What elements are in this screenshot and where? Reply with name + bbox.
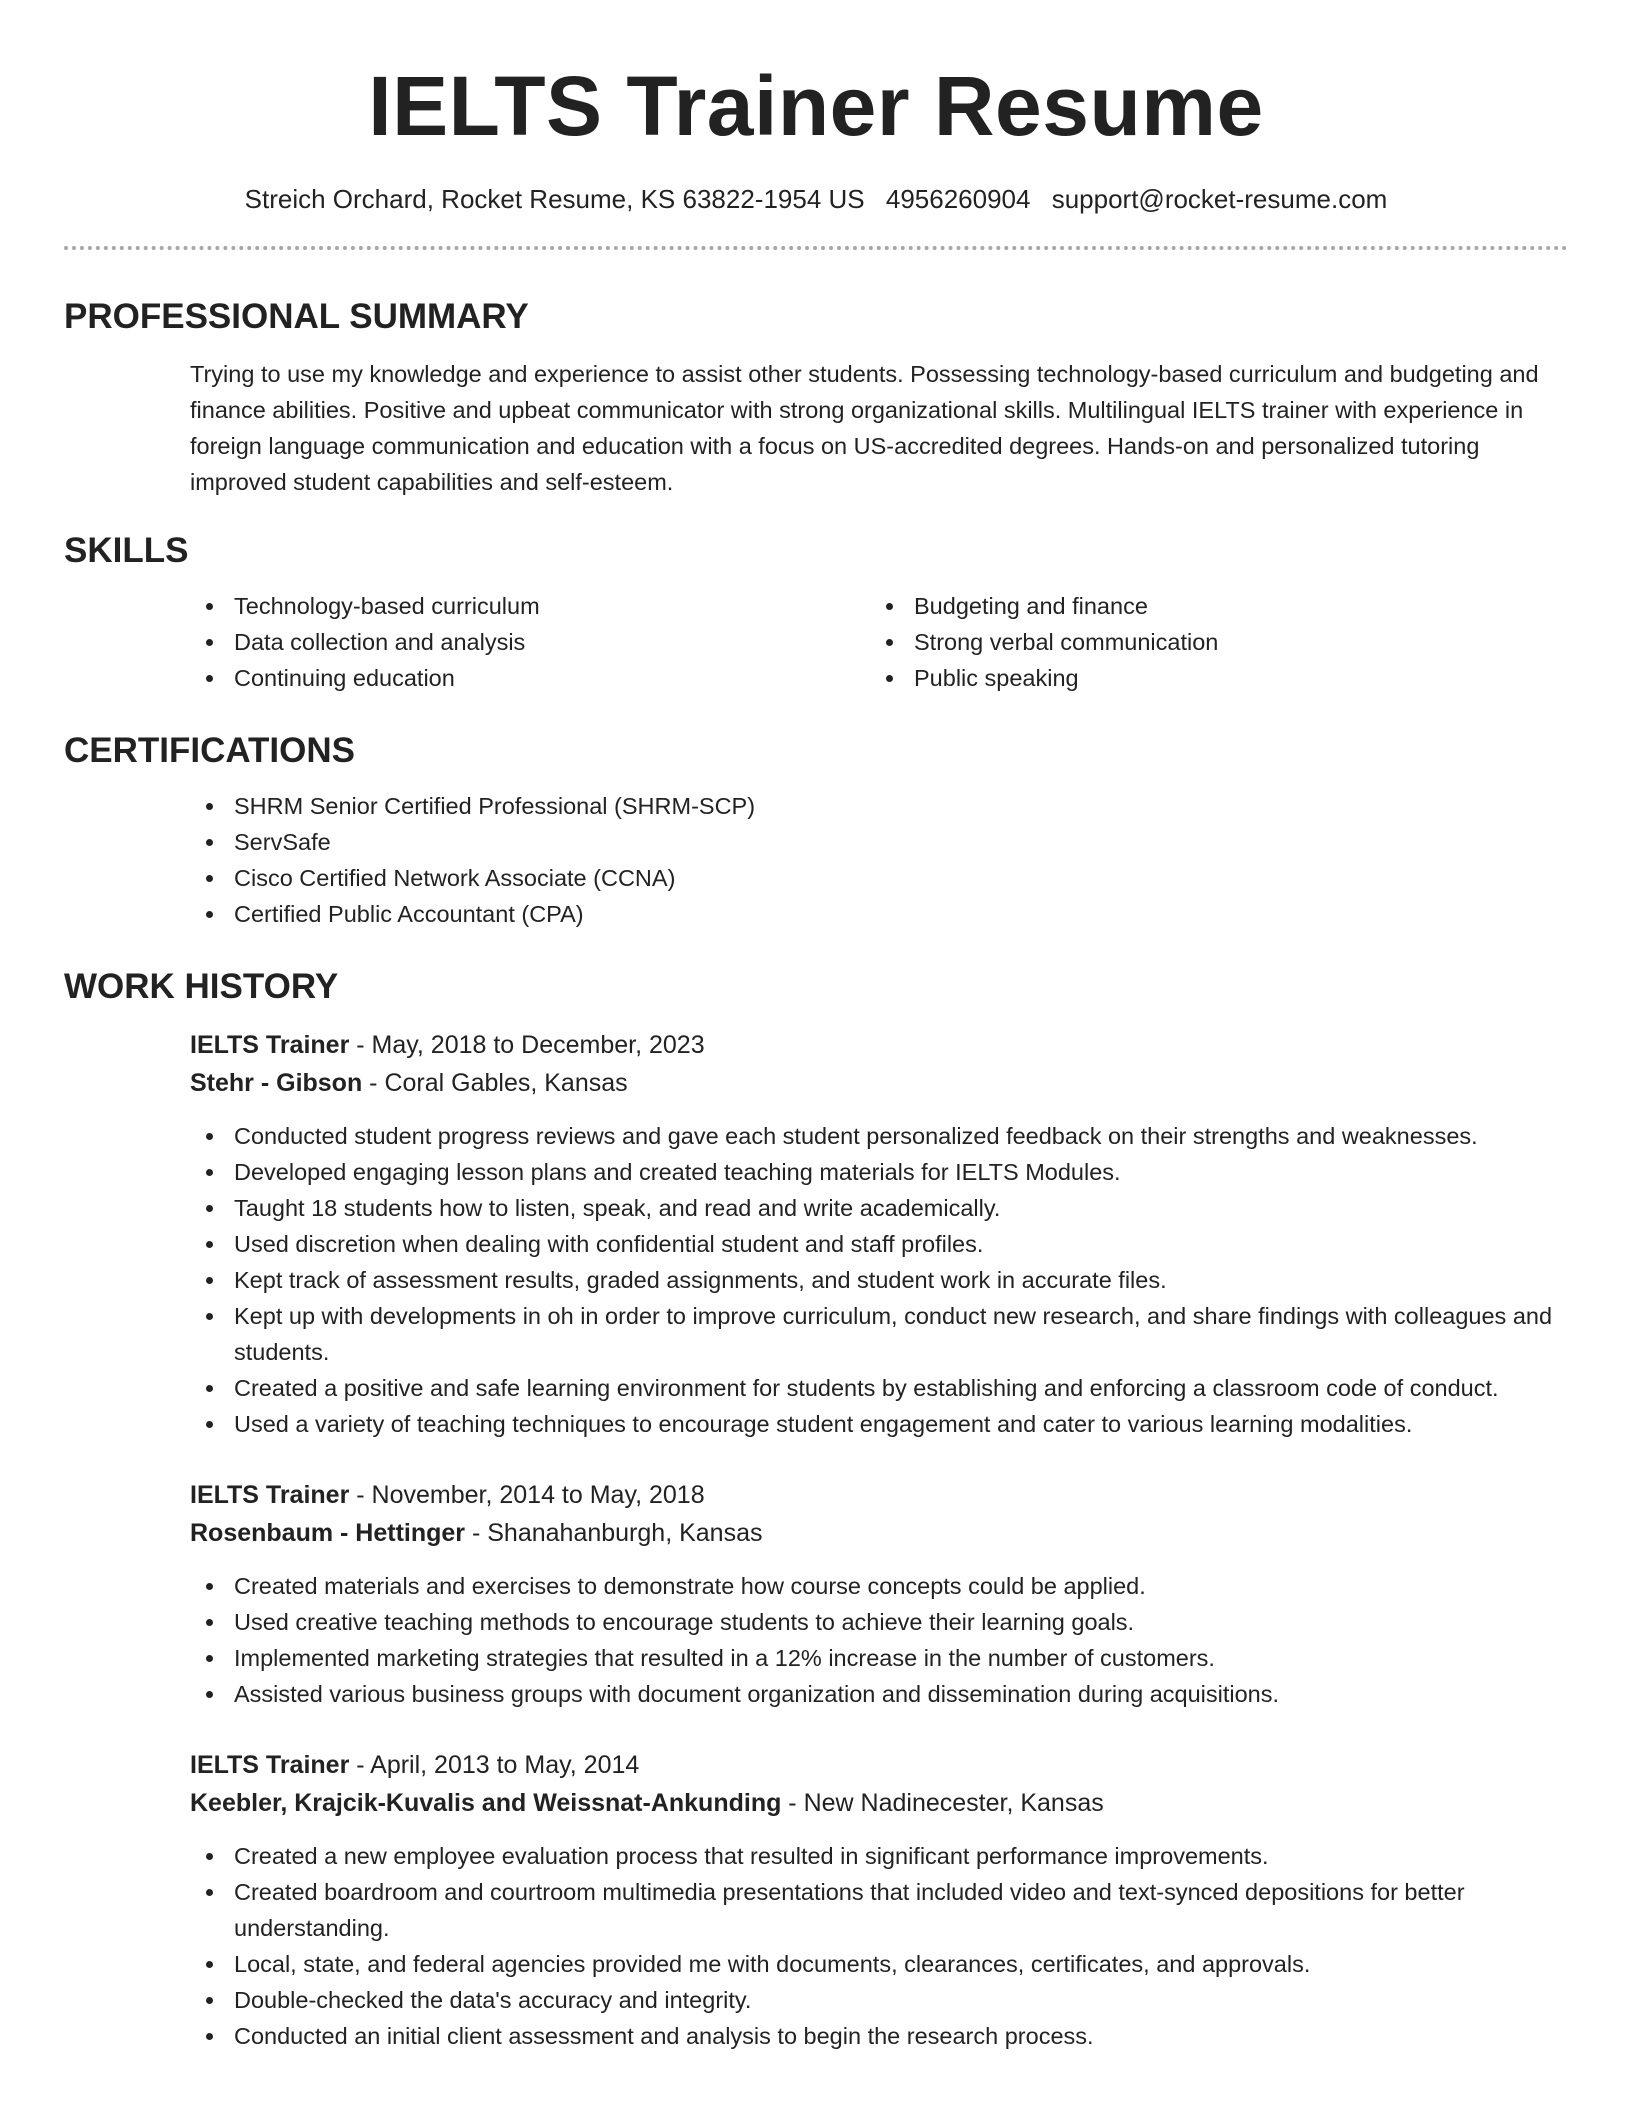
skill-item: Public speaking (870, 660, 1550, 696)
contact-email: support@rocket-resume.com (1051, 184, 1388, 214)
job-company: Rosenbaum - Hettinger (190, 1519, 466, 1547)
job-location: - Shanahanburgh, Kansas (465, 1519, 763, 1547)
certification-item: ServSafe (190, 824, 1568, 860)
job-title-line (190, 1476, 1568, 1514)
contact-address: Streich Orchard, Rocket Resume, KS 63822-1954 US (244, 184, 865, 214)
summary-section (64, 296, 1568, 500)
contact-phone: 4956260904 (885, 184, 1031, 214)
job-bullet: Local, state, and federal agencies provided me with documents, clearances, certificates, and approvals. (190, 1946, 1568, 1982)
job-bullet: Taught 18 students how to listen, speak, and read and write academically. (190, 1190, 1568, 1226)
job-entry (190, 1746, 1568, 2054)
job-entry (190, 1026, 1568, 1442)
skills-grid (190, 588, 1568, 696)
header-divider (64, 246, 1568, 250)
certifications-section (64, 730, 1568, 932)
resume-title: IELTS Trainer Resume (368, 59, 1264, 153)
skills-right-list (870, 588, 1550, 696)
certification-item: Certified Public Accountant (CPA) (190, 896, 1568, 932)
job-location: - New Nadinecester, Kansas (781, 1789, 1104, 1817)
job-bullet: Used creative teaching methods to encourage students to achieve their learning goals. (190, 1604, 1568, 1640)
job-company-line (190, 1064, 1568, 1102)
skill-item: Strong verbal communication (870, 624, 1550, 660)
summary-heading: PROFESSIONAL SUMMARY (64, 297, 529, 336)
certification-item: Cisco Certified Network Associate (CCNA) (190, 860, 1568, 896)
job-bullet: Created materials and exercises to demonstrate how course concepts could be applied. (190, 1568, 1568, 1604)
job-bullet: Implemented marketing strategies that resulted in a 12% increase in the number of customers. (190, 1640, 1568, 1676)
skill-item: Technology-based curriculum (190, 588, 870, 624)
job-title: IELTS Trainer (190, 1751, 350, 1779)
job-bullet: Kept track of assessment results, graded assignments, and student work in accurate files. (190, 1262, 1568, 1298)
job-bullet: Kept up with developments in oh in order to improve curriculum, conduct new research, and share findings with colleagues and students. (190, 1298, 1568, 1370)
job-bullet: Conducted student progress reviews and gave each student personalized feedback on their strengths and weaknesses. (190, 1118, 1568, 1154)
job-title-line (190, 1026, 1568, 1064)
job-dates: - May, 2018 to December, 2023 (349, 1031, 705, 1059)
job-dates: - April, 2013 to May, 2014 (349, 1751, 640, 1779)
job-bullet: Double-checked the data's accuracy and integrity. (190, 1982, 1568, 2018)
job-bullet: Conducted an initial client assessment and analysis to begin the research process. (190, 2018, 1568, 2054)
certification-item: SHRM Senior Certified Professional (SHRM-SCP) (190, 788, 1568, 824)
job-bullet: Developed engaging lesson plans and created teaching materials for IELTS Modules. (190, 1154, 1568, 1190)
job-bullets (190, 1838, 1568, 2054)
certifications-heading: CERTIFICATIONS (64, 731, 356, 770)
job-bullet: Created a positive and safe learning environment for students by establishing and enforcing a classroom code of conduct. (190, 1370, 1568, 1406)
skills-section (64, 530, 1568, 696)
work-history-section (64, 966, 1568, 2054)
skills-heading: SKILLS (64, 531, 189, 570)
skill-item: Budgeting and finance (870, 588, 1550, 624)
skill-item: Data collection and analysis (190, 624, 870, 660)
job-bullet: Assisted various business groups with document organization and dissemination during acquisitions. (190, 1676, 1568, 1712)
job-title-line (190, 1746, 1568, 1784)
certifications-list (190, 788, 1568, 932)
job-bullet: Used discretion when dealing with confidential student and staff profiles. (190, 1226, 1568, 1262)
job-company: Stehr - Gibson (190, 1069, 363, 1097)
job-company-line (190, 1514, 1568, 1552)
job-dates: - November, 2014 to May, 2018 (349, 1481, 705, 1509)
work-history-heading: WORK HISTORY (64, 967, 339, 1006)
job-company-line (190, 1784, 1568, 1822)
skill-item: Continuing education (190, 660, 870, 696)
job-entry (190, 1476, 1568, 1712)
job-bullet: Created boardroom and courtroom multimedia presentations that included video and text-synced depositions for better understanding. (190, 1874, 1568, 1946)
job-location: - Coral Gables, Kansas (362, 1069, 628, 1097)
job-bullets (190, 1118, 1568, 1442)
job-title: IELTS Trainer (190, 1481, 350, 1509)
job-company: Keebler, Krajcik-Kuvalis and Weissnat-Ankunding (190, 1789, 782, 1817)
job-bullet: Created a new employee evaluation process that resulted in significant performance improvements. (190, 1838, 1568, 1874)
contact-line (64, 182, 1568, 216)
job-title: IELTS Trainer (190, 1031, 350, 1059)
summary-text: Trying to use my knowledge and experience to assist other students. Possessing technology-based curriculum and budgeting and finance abilities. Positive and upbeat communicator with strong organizational skills. Multilingual IELTS trainer with experience in foreign language communication and education with a focus on US-accredited degrees. Hands-on and personalized tutoring improved student capabilities and self-esteem. (190, 361, 1539, 495)
skills-left-list (190, 588, 870, 696)
job-bullet: Used a variety of teaching techniques to encourage student engagement and cater to various learning modalities. (190, 1406, 1568, 1442)
job-bullets (190, 1568, 1568, 1712)
